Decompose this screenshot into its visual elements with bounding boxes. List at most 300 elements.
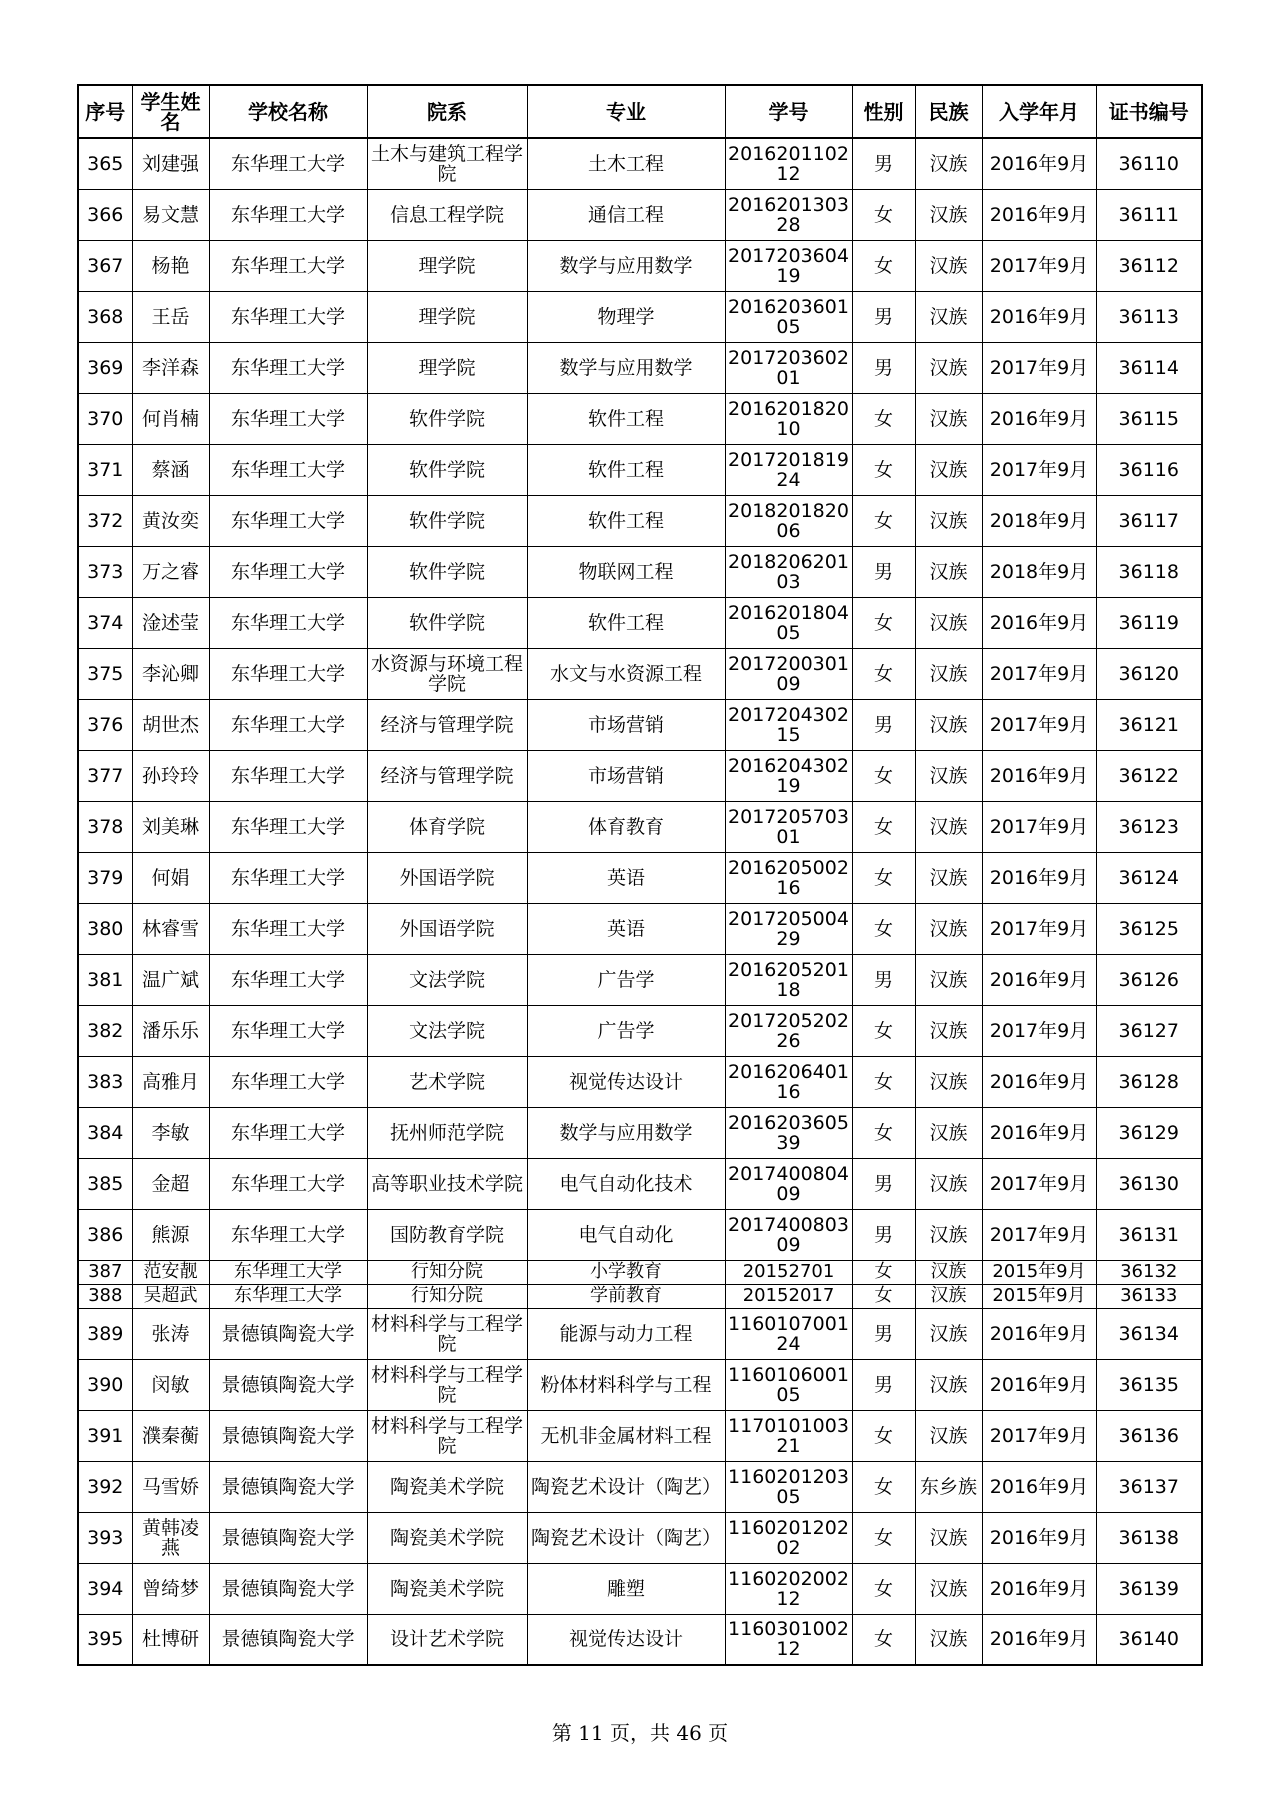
cell-ethnicity: 汉族	[915, 1359, 982, 1410]
cell-seq-no: 380	[78, 903, 132, 954]
cell-major: 无机非金属材料工程	[527, 1410, 725, 1461]
cell-school-name: 东华理工大学	[209, 750, 367, 801]
cell-certificate-no: 36126	[1096, 954, 1202, 1005]
cell-seq-no: 374	[78, 597, 132, 648]
cell-major: 学前教育	[527, 1284, 725, 1308]
cell-ethnicity: 汉族	[915, 291, 982, 342]
cell-major: 软件工程	[527, 597, 725, 648]
table-row	[78, 393, 1202, 444]
cell-department: 文法学院	[367, 1005, 527, 1056]
cell-student-name: 张涛	[132, 1308, 209, 1359]
table-row	[78, 546, 1202, 597]
cell-enrollment-date: 2016年9月	[982, 1308, 1096, 1359]
cell-enrollment-date: 2016年9月	[982, 1461, 1096, 1512]
cell-seq-no: 381	[78, 954, 132, 1005]
cell-gender: 男	[852, 1209, 915, 1260]
table-row	[78, 1410, 1202, 1461]
cell-gender: 女	[852, 1614, 915, 1665]
cell-student-id: 201620110212	[725, 138, 852, 189]
cell-school-name: 东华理工大学	[209, 852, 367, 903]
cell-student-id: 116020200212	[725, 1563, 852, 1614]
table-row	[78, 1308, 1202, 1359]
cell-certificate-no: 36140	[1096, 1614, 1202, 1665]
cell-ethnicity: 汉族	[915, 240, 982, 291]
cell-ethnicity: 汉族	[915, 801, 982, 852]
cell-seq-no: 372	[78, 495, 132, 546]
cell-school-name: 景德镇陶瓷大学	[209, 1512, 367, 1563]
cell-certificate-no: 36127	[1096, 1005, 1202, 1056]
cell-student-id: 201720570301	[725, 801, 852, 852]
cell-major: 数学与应用数学	[527, 1107, 725, 1158]
cell-enrollment-date: 2017年9月	[982, 699, 1096, 750]
cell-student-name: 黄韩凌燕	[132, 1512, 209, 1563]
cell-enrollment-date: 2017年9月	[982, 648, 1096, 699]
cell-student-name: 熊源	[132, 1209, 209, 1260]
cell-certificate-no: 36134	[1096, 1308, 1202, 1359]
cell-ethnicity: 汉族	[915, 1158, 982, 1209]
cell-department: 材料科学与工程学院	[367, 1359, 527, 1410]
cell-student-name: 王岳	[132, 291, 209, 342]
cell-school-name: 东华理工大学	[209, 495, 367, 546]
table-row	[78, 291, 1202, 342]
cell-student-name: 蔡涵	[132, 444, 209, 495]
cell-student-id: 201620500216	[725, 852, 852, 903]
cell-student-name: 李洋森	[132, 342, 209, 393]
cell-enrollment-date: 2017年9月	[982, 1209, 1096, 1260]
cell-certificate-no: 36123	[1096, 801, 1202, 852]
cell-enrollment-date: 2016年9月	[982, 138, 1096, 189]
column-header-gender: 性别	[852, 85, 915, 138]
cell-ethnicity: 汉族	[915, 1284, 982, 1308]
table-row	[78, 1563, 1202, 1614]
cell-school-name: 东华理工大学	[209, 1107, 367, 1158]
cell-enrollment-date: 2016年9月	[982, 852, 1096, 903]
cell-department: 外国语学院	[367, 852, 527, 903]
cell-student-name: 曾绮梦	[132, 1563, 209, 1614]
cell-school-name: 东华理工大学	[209, 903, 367, 954]
cell-school-name: 东华理工大学	[209, 1209, 367, 1260]
cell-student-id: 201720030109	[725, 648, 852, 699]
cell-major: 体育教育	[527, 801, 725, 852]
cell-ethnicity: 汉族	[915, 1005, 982, 1056]
cell-gender: 女	[852, 1056, 915, 1107]
table-row	[78, 1158, 1202, 1209]
cell-student-name: 刘美琳	[132, 801, 209, 852]
cell-certificate-no: 36135	[1096, 1359, 1202, 1410]
cell-ethnicity: 汉族	[915, 597, 982, 648]
table-row	[78, 750, 1202, 801]
cell-enrollment-date: 2016年9月	[982, 1563, 1096, 1614]
cell-student-id: 201620640116	[725, 1056, 852, 1107]
cell-student-id: 201620130328	[725, 189, 852, 240]
cell-enrollment-date: 2015年9月	[982, 1284, 1096, 1308]
cell-student-name: 闵敏	[132, 1359, 209, 1410]
cell-student-name: 孙玲玲	[132, 750, 209, 801]
cell-certificate-no: 36119	[1096, 597, 1202, 648]
table-row	[78, 1359, 1202, 1410]
cell-school-name: 东华理工大学	[209, 1158, 367, 1209]
cell-gender: 男	[852, 546, 915, 597]
cell-student-name: 林睿雪	[132, 903, 209, 954]
cell-department: 高等职业技术学院	[367, 1158, 527, 1209]
cell-school-name: 东华理工大学	[209, 291, 367, 342]
cell-ethnicity: 汉族	[915, 546, 982, 597]
table-body	[78, 138, 1202, 1665]
cell-student-id: 201720360201	[725, 342, 852, 393]
cell-gender: 女	[852, 852, 915, 903]
cell-student-name: 范安靓	[132, 1260, 209, 1284]
cell-department: 经济与管理学院	[367, 750, 527, 801]
cell-major: 英语	[527, 903, 725, 954]
cell-student-name: 胡世杰	[132, 699, 209, 750]
table-row	[78, 1461, 1202, 1512]
cell-seq-no: 391	[78, 1410, 132, 1461]
cell-gender: 女	[852, 1512, 915, 1563]
cell-major: 软件工程	[527, 495, 725, 546]
cell-school-name: 东华理工大学	[209, 393, 367, 444]
cell-certificate-no: 36120	[1096, 648, 1202, 699]
cell-major: 通信工程	[527, 189, 725, 240]
cell-department: 行知分院	[367, 1260, 527, 1284]
cell-seq-no: 373	[78, 546, 132, 597]
cell-department: 理学院	[367, 240, 527, 291]
cell-ethnicity: 汉族	[915, 189, 982, 240]
cell-school-name: 景德镇陶瓷大学	[209, 1563, 367, 1614]
cell-major: 能源与动力工程	[527, 1308, 725, 1359]
cell-student-id: 201620182010	[725, 393, 852, 444]
cell-enrollment-date: 2015年9月	[982, 1260, 1096, 1284]
cell-certificate-no: 36138	[1096, 1512, 1202, 1563]
cell-enrollment-date: 2016年9月	[982, 393, 1096, 444]
cell-major: 市场营销	[527, 750, 725, 801]
student-roster-table	[77, 84, 1203, 1666]
cell-major: 物理学	[527, 291, 725, 342]
table-row	[78, 495, 1202, 546]
table-row	[78, 1005, 1202, 1056]
table-row	[78, 903, 1202, 954]
cell-certificate-no: 36114	[1096, 342, 1202, 393]
cell-enrollment-date: 2018年9月	[982, 495, 1096, 546]
cell-school-name: 东华理工大学	[209, 138, 367, 189]
cell-enrollment-date: 2016年9月	[982, 597, 1096, 648]
cell-department: 文法学院	[367, 954, 527, 1005]
cell-gender: 女	[852, 750, 915, 801]
table-row	[78, 1056, 1202, 1107]
table-row	[78, 138, 1202, 189]
cell-student-name: 淦述莹	[132, 597, 209, 648]
cell-certificate-no: 36111	[1096, 189, 1202, 240]
cell-department: 土木与建筑工程学院	[367, 138, 527, 189]
cell-student-name: 温广斌	[132, 954, 209, 1005]
cell-seq-no: 371	[78, 444, 132, 495]
cell-enrollment-date: 2016年9月	[982, 291, 1096, 342]
header-row	[78, 85, 1202, 138]
cell-major: 市场营销	[527, 699, 725, 750]
cell-certificate-no: 36129	[1096, 1107, 1202, 1158]
cell-seq-no: 383	[78, 1056, 132, 1107]
cell-seq-no: 387	[78, 1260, 132, 1284]
cell-school-name: 东华理工大学	[209, 444, 367, 495]
cell-school-name: 东华理工大学	[209, 954, 367, 1005]
table-row	[78, 597, 1202, 648]
cell-seq-no: 369	[78, 342, 132, 393]
cell-major: 软件工程	[527, 444, 725, 495]
cell-student-id: 201820182006	[725, 495, 852, 546]
cell-student-id: 20152017	[725, 1284, 852, 1308]
cell-student-id: 201740080309	[725, 1209, 852, 1260]
cell-student-name: 马雪娇	[132, 1461, 209, 1512]
cell-department: 软件学院	[367, 546, 527, 597]
cell-student-id: 201720500429	[725, 903, 852, 954]
cell-certificate-no: 36124	[1096, 852, 1202, 903]
cell-school-name: 东华理工大学	[209, 1284, 367, 1308]
cell-department: 材料科学与工程学院	[367, 1308, 527, 1359]
cell-department: 外国语学院	[367, 903, 527, 954]
cell-school-name: 景德镇陶瓷大学	[209, 1614, 367, 1665]
table-row	[78, 1614, 1202, 1665]
cell-gender: 男	[852, 1158, 915, 1209]
cell-seq-no: 366	[78, 189, 132, 240]
cell-student-name: 何娟	[132, 852, 209, 903]
cell-major: 数学与应用数学	[527, 342, 725, 393]
cell-student-id: 201620360539	[725, 1107, 852, 1158]
cell-major: 电气自动化技术	[527, 1158, 725, 1209]
cell-school-name: 东华理工大学	[209, 1005, 367, 1056]
cell-gender: 女	[852, 801, 915, 852]
cell-ethnicity: 汉族	[915, 1410, 982, 1461]
cell-certificate-no: 36122	[1096, 750, 1202, 801]
cell-department: 陶瓷美术学院	[367, 1563, 527, 1614]
cell-department: 理学院	[367, 342, 527, 393]
cell-ethnicity: 汉族	[915, 954, 982, 1005]
column-header-ethnicity: 民族	[915, 85, 982, 138]
cell-student-id: 201620520118	[725, 954, 852, 1005]
cell-ethnicity: 汉族	[915, 903, 982, 954]
cell-enrollment-date: 2016年9月	[982, 189, 1096, 240]
cell-department: 软件学院	[367, 393, 527, 444]
cell-gender: 女	[852, 1410, 915, 1461]
cell-student-name: 濮秦蘅	[132, 1410, 209, 1461]
cell-student-id: 201740080409	[725, 1158, 852, 1209]
cell-school-name: 景德镇陶瓷大学	[209, 1359, 367, 1410]
cell-ethnicity: 汉族	[915, 1308, 982, 1359]
cell-department: 软件学院	[367, 444, 527, 495]
table-row	[78, 240, 1202, 291]
cell-student-id: 201620360105	[725, 291, 852, 342]
cell-gender: 女	[852, 495, 915, 546]
cell-seq-no: 392	[78, 1461, 132, 1512]
cell-student-id: 116010700124	[725, 1308, 852, 1359]
cell-gender: 女	[852, 444, 915, 495]
cell-certificate-no: 36136	[1096, 1410, 1202, 1461]
cell-department: 行知分院	[367, 1284, 527, 1308]
cell-gender: 男	[852, 342, 915, 393]
cell-gender: 女	[852, 648, 915, 699]
cell-student-name: 何肖楠	[132, 393, 209, 444]
cell-seq-no: 388	[78, 1284, 132, 1308]
cell-major: 视觉传达设计	[527, 1056, 725, 1107]
cell-major: 物联网工程	[527, 546, 725, 597]
cell-major: 广告学	[527, 1005, 725, 1056]
cell-student-name: 高雅月	[132, 1056, 209, 1107]
cell-seq-no: 375	[78, 648, 132, 699]
cell-gender: 女	[852, 1260, 915, 1284]
cell-student-name: 易文慧	[132, 189, 209, 240]
column-header-major: 专业	[527, 85, 725, 138]
cell-student-name: 金超	[132, 1158, 209, 1209]
cell-student-id: 201720360419	[725, 240, 852, 291]
table-row	[78, 444, 1202, 495]
column-header-school-name: 学校名称	[209, 85, 367, 138]
cell-major: 英语	[527, 852, 725, 903]
cell-gender: 男	[852, 954, 915, 1005]
cell-major: 水文与水资源工程	[527, 648, 725, 699]
cell-certificate-no: 36133	[1096, 1284, 1202, 1308]
cell-certificate-no: 36113	[1096, 291, 1202, 342]
cell-certificate-no: 36112	[1096, 240, 1202, 291]
cell-student-id: 201720181924	[725, 444, 852, 495]
cell-ethnicity: 汉族	[915, 138, 982, 189]
cell-certificate-no: 36116	[1096, 444, 1202, 495]
cell-gender: 男	[852, 699, 915, 750]
cell-gender: 男	[852, 1359, 915, 1410]
column-header-student-id: 学号	[725, 85, 852, 138]
cell-school-name: 东华理工大学	[209, 597, 367, 648]
table-row	[78, 1512, 1202, 1563]
cell-school-name: 东华理工大学	[209, 189, 367, 240]
cell-student-id: 201620430219	[725, 750, 852, 801]
cell-certificate-no: 36125	[1096, 903, 1202, 954]
table-row	[78, 1107, 1202, 1158]
cell-ethnicity: 汉族	[915, 1107, 982, 1158]
cell-department: 软件学院	[367, 597, 527, 648]
cell-certificate-no: 36132	[1096, 1260, 1202, 1284]
cell-major: 雕塑	[527, 1563, 725, 1614]
cell-school-name: 东华理工大学	[209, 801, 367, 852]
cell-gender: 女	[852, 597, 915, 648]
cell-student-id: 116020120305	[725, 1461, 852, 1512]
table-row	[78, 1209, 1202, 1260]
table-row	[78, 699, 1202, 750]
cell-enrollment-date: 2017年9月	[982, 1410, 1096, 1461]
cell-enrollment-date: 2016年9月	[982, 1512, 1096, 1563]
column-header-seq-no: 序号	[78, 85, 132, 138]
cell-ethnicity: 汉族	[915, 1614, 982, 1665]
cell-ethnicity: 汉族	[915, 699, 982, 750]
cell-student-id: 201720430215	[725, 699, 852, 750]
cell-certificate-no: 36131	[1096, 1209, 1202, 1260]
cell-ethnicity: 汉族	[915, 495, 982, 546]
cell-school-name: 景德镇陶瓷大学	[209, 1410, 367, 1461]
cell-major: 陶瓷艺术设计（陶艺）	[527, 1512, 725, 1563]
cell-seq-no: 390	[78, 1359, 132, 1410]
table-row	[78, 1284, 1202, 1308]
cell-ethnicity: 汉族	[915, 444, 982, 495]
cell-school-name: 东华理工大学	[209, 342, 367, 393]
cell-gender: 女	[852, 903, 915, 954]
cell-gender: 女	[852, 189, 915, 240]
cell-department: 设计艺术学院	[367, 1614, 527, 1665]
cell-student-name: 李沁卿	[132, 648, 209, 699]
cell-seq-no: 367	[78, 240, 132, 291]
cell-seq-no: 385	[78, 1158, 132, 1209]
cell-school-name: 东华理工大学	[209, 1260, 367, 1284]
cell-enrollment-date: 2017年9月	[982, 1158, 1096, 1209]
cell-school-name: 东华理工大学	[209, 1056, 367, 1107]
cell-gender: 女	[852, 1563, 915, 1614]
cell-seq-no: 378	[78, 801, 132, 852]
cell-gender: 女	[852, 393, 915, 444]
cell-department: 理学院	[367, 291, 527, 342]
cell-ethnicity: 汉族	[915, 1260, 982, 1284]
cell-ethnicity: 东乡族	[915, 1461, 982, 1512]
cell-student-name: 李敏	[132, 1107, 209, 1158]
cell-seq-no: 395	[78, 1614, 132, 1665]
cell-seq-no: 389	[78, 1308, 132, 1359]
cell-certificate-no: 36130	[1096, 1158, 1202, 1209]
cell-department: 材料科学与工程学院	[367, 1410, 527, 1461]
cell-ethnicity: 汉族	[915, 852, 982, 903]
cell-seq-no: 386	[78, 1209, 132, 1260]
cell-enrollment-date: 2016年9月	[982, 750, 1096, 801]
cell-ethnicity: 汉族	[915, 750, 982, 801]
cell-student-name: 吴超武	[132, 1284, 209, 1308]
cell-seq-no: 365	[78, 138, 132, 189]
cell-student-id: 20152701	[725, 1260, 852, 1284]
page-number: 第 11 页，共 46 页	[551, 1721, 729, 1745]
cell-ethnicity: 汉族	[915, 1563, 982, 1614]
cell-seq-no: 377	[78, 750, 132, 801]
cell-enrollment-date: 2016年9月	[982, 1359, 1096, 1410]
cell-department: 信息工程学院	[367, 189, 527, 240]
cell-seq-no: 379	[78, 852, 132, 903]
cell-seq-no: 394	[78, 1563, 132, 1614]
cell-school-name: 东华理工大学	[209, 648, 367, 699]
cell-ethnicity: 汉族	[915, 648, 982, 699]
cell-student-name: 万之睿	[132, 546, 209, 597]
cell-department: 体育学院	[367, 801, 527, 852]
cell-certificate-no: 36139	[1096, 1563, 1202, 1614]
cell-enrollment-date: 2017年9月	[982, 444, 1096, 495]
cell-student-id: 117010100321	[725, 1410, 852, 1461]
table-row	[78, 1260, 1202, 1284]
cell-gender: 女	[852, 240, 915, 291]
cell-ethnicity: 汉族	[915, 1209, 982, 1260]
cell-department: 抚州师范学院	[367, 1107, 527, 1158]
cell-certificate-no: 36121	[1096, 699, 1202, 750]
cell-department: 艺术学院	[367, 1056, 527, 1107]
cell-student-id: 116010600105	[725, 1359, 852, 1410]
column-header-department: 院系	[367, 85, 527, 138]
cell-major: 软件工程	[527, 393, 725, 444]
cell-certificate-no: 36137	[1096, 1461, 1202, 1512]
cell-seq-no: 368	[78, 291, 132, 342]
table-row	[78, 801, 1202, 852]
cell-seq-no: 384	[78, 1107, 132, 1158]
cell-student-name: 杜博研	[132, 1614, 209, 1665]
cell-certificate-no: 36110	[1096, 138, 1202, 189]
cell-gender: 女	[852, 1284, 915, 1308]
cell-gender: 女	[852, 1461, 915, 1512]
cell-enrollment-date: 2017年9月	[982, 801, 1096, 852]
cell-major: 广告学	[527, 954, 725, 1005]
cell-ethnicity: 汉族	[915, 342, 982, 393]
cell-school-name: 景德镇陶瓷大学	[209, 1308, 367, 1359]
cell-gender: 女	[852, 1107, 915, 1158]
cell-student-name: 潘乐乐	[132, 1005, 209, 1056]
cell-seq-no: 393	[78, 1512, 132, 1563]
cell-student-id: 201620180405	[725, 597, 852, 648]
